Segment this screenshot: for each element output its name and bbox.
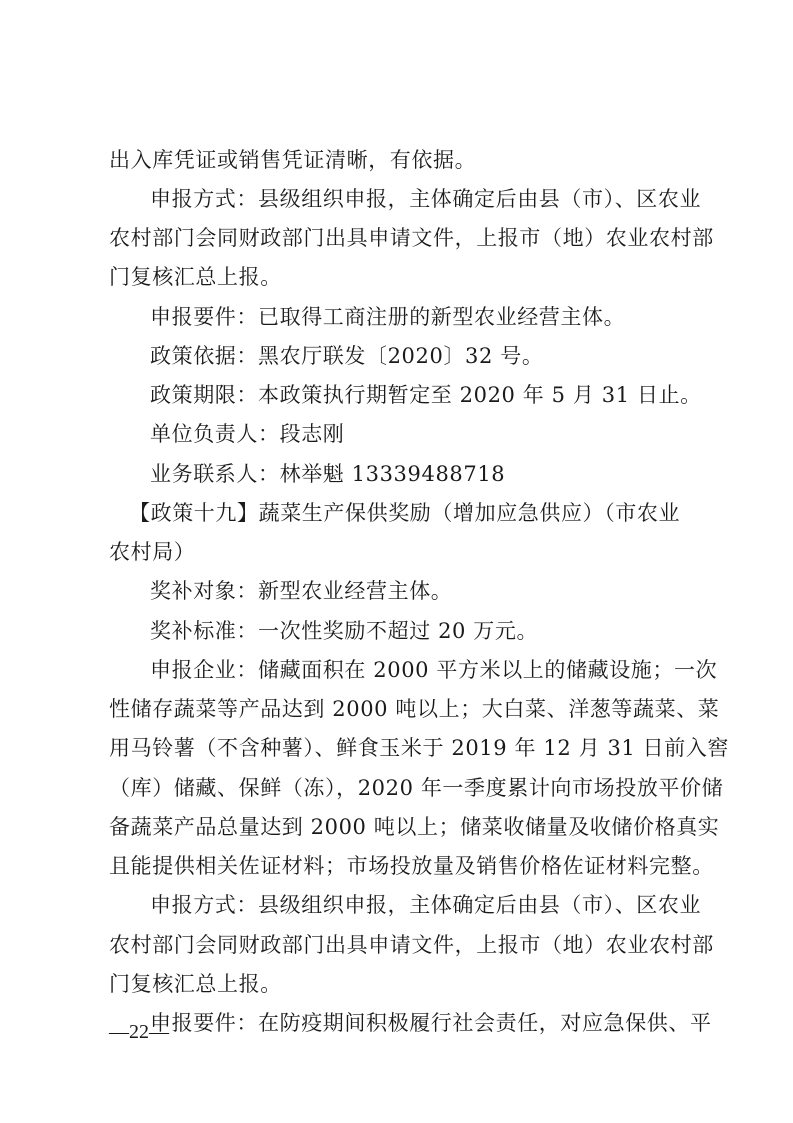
body-line: 申报企业：储藏面积在 2000 平方米以上的储藏设施；一次 (150, 658, 718, 682)
body-line: 且能提供相关佐证材料；市场投放量及销售价格佐证材料完整。 (109, 854, 714, 878)
body-line: 奖补标准：一次性奖励不超过 20 万元。 (150, 619, 539, 643)
body-line: 农村部门会同财政部门出具申请文件，上报市（地）农业农村部 (109, 933, 714, 957)
body-line: 政策依据：黑农厅联发〔2020〕32 号。 (150, 344, 544, 368)
body-line: 申报方式：县级组织申报，主体确定后由县（市）、区农业 (150, 187, 702, 211)
body-line: 门复核汇总上报。 (109, 972, 282, 996)
body-line: 农村部门会同财政部门出具申请文件，上报市（地）农业农村部 (109, 226, 714, 250)
body-line: 申报要件：已取得工商注册的新型农业经营主体。 (150, 305, 626, 329)
page-number: —22— (109, 1021, 169, 1043)
body-line: 备蔬菜产品总量达到 2000 吨以上；储菜收储量及收储价格真实 (109, 815, 720, 839)
body-line: 业务联系人：林举魁 13339488718 (150, 462, 506, 486)
body-line: 用马铃薯（不含种薯）、鲜食玉米于 2019 年 12 月 31 日前入窖 (109, 736, 730, 760)
body-line: 申报要件：在防疫期间积极履行社会责任，对应急保供、平 (150, 1011, 712, 1035)
body-line: 性储存蔬菜等产品达到 2000 吨以上；大白菜、洋葱等蔬菜、菜 (109, 697, 720, 721)
body-line: 奖补对象：新型农业经营主体。 (150, 579, 453, 603)
body-line: 申报方式：县级组织申报，主体确定后由县（市）、区农业 (150, 893, 702, 917)
body-line: 单位负责人：段志刚 (150, 422, 345, 446)
body-line: 门复核汇总上报。 (109, 265, 282, 289)
policy-heading-line: 农村局） (109, 540, 196, 564)
policy-heading-line: 【政策十九】蔬菜生产保供奖励（增加应急供应）（市农业 (129, 501, 681, 525)
body-line: 政策期限：本政策执行期暂定至 2020 年 5 月 31 日止。 (150, 383, 702, 407)
body-line: 出入库凭证或销售凭证清晰，有依据。 (109, 148, 477, 172)
body-line: （库）储藏、保鲜（冻），2020 年一季度累计向市场投放平价储 (109, 776, 724, 800)
